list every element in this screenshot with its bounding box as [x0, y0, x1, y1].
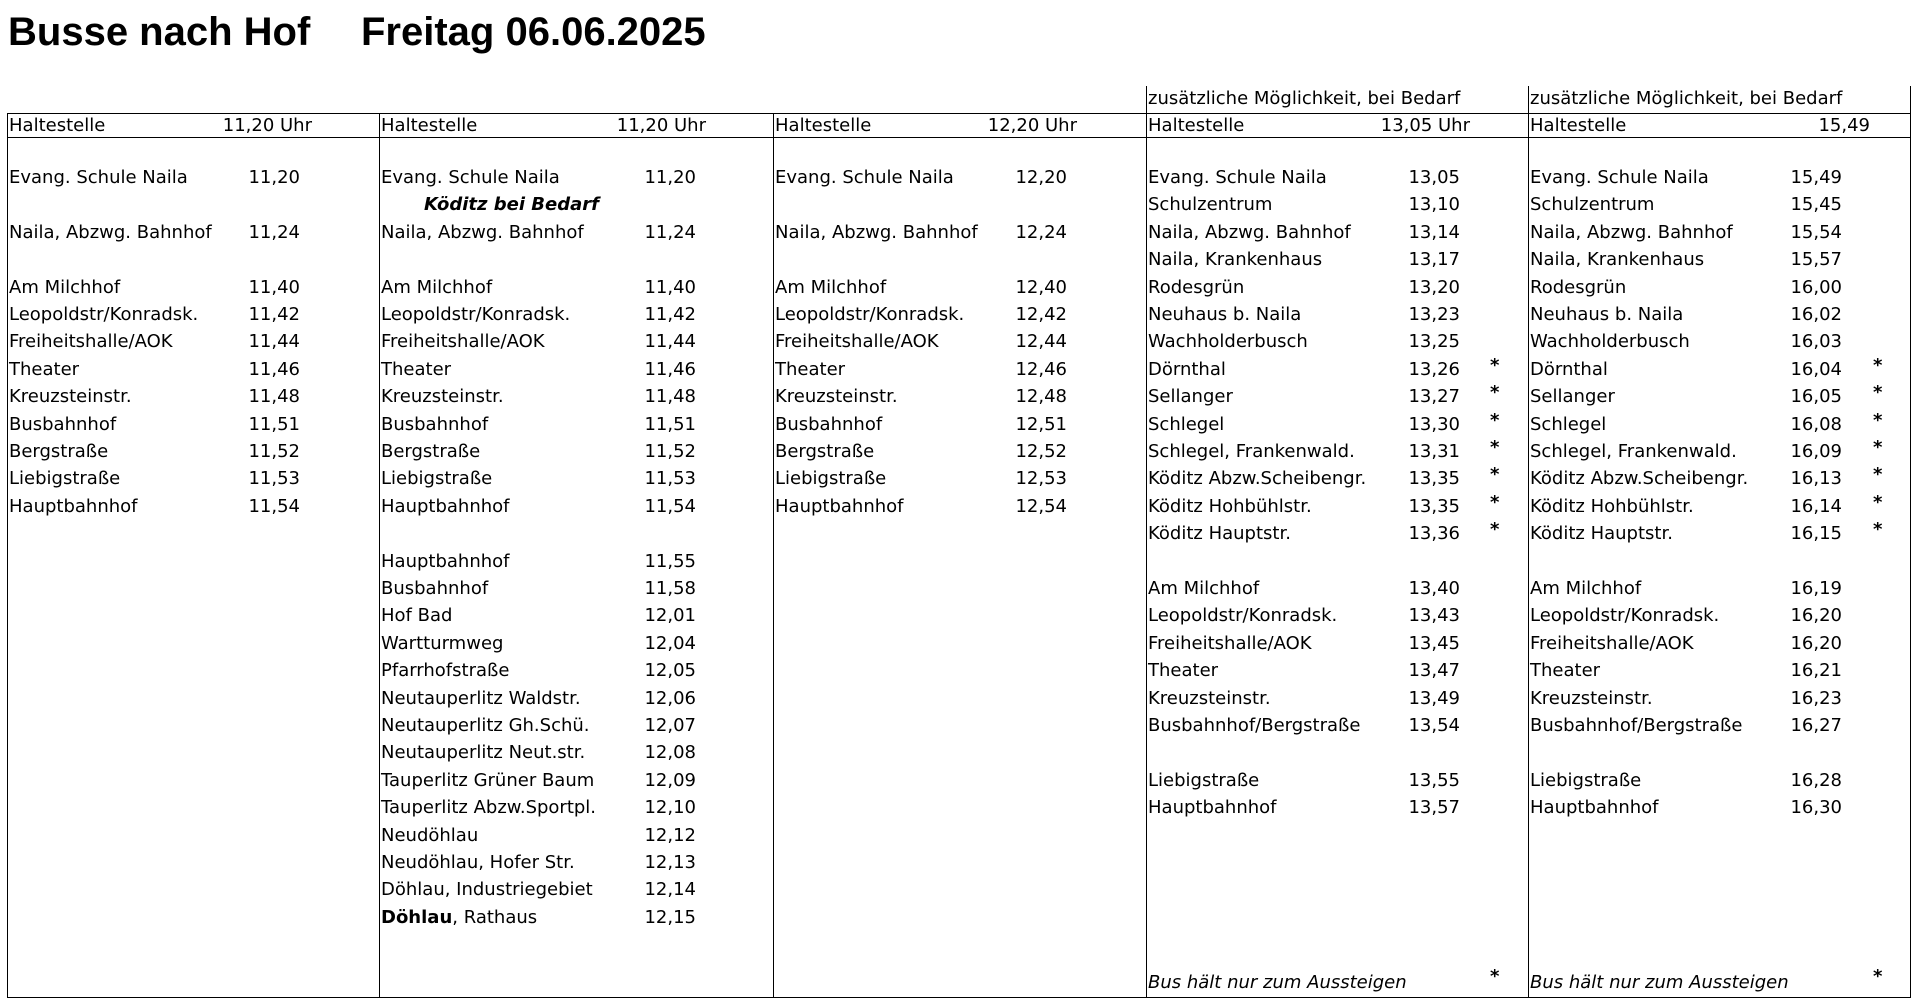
departure-time: 11,55	[644, 550, 696, 572]
departure-time: 13,05	[1408, 167, 1460, 188]
alight-only-marker: *	[1490, 437, 1500, 458]
alight-only-marker: *	[1490, 464, 1500, 486]
departure-time: 13,35	[1408, 495, 1460, 517]
departure-time: 16,04	[1790, 358, 1842, 380]
stop-name: Dörnthal	[1148, 358, 1226, 380]
departure-time: 13,20	[1408, 276, 1460, 298]
column-header-time: 12,20 Uhr	[987, 115, 1077, 136]
stop-name: Neutauperlitz Neut.str.	[381, 742, 586, 764]
stop-name: Evang. Schule Naila	[9, 167, 188, 188]
stop-name: Evang. Schule Naila	[775, 167, 954, 188]
stop-name: Theater	[1148, 660, 1219, 682]
stop-name: Neuhaus b. Naila	[1148, 304, 1302, 325]
column-divider	[1146, 86, 1147, 997]
departure-time: 13,10	[1408, 194, 1460, 216]
stop-name: Kreuzsteinstr.	[9, 386, 132, 408]
departure-time: 12,40	[1015, 276, 1067, 298]
departure-time: 11,48	[248, 386, 300, 408]
alight-only-marker: *	[1873, 519, 1883, 541]
stop-name: Rodesgrün	[1148, 276, 1245, 298]
footnote: Bus hält nur zum Aussteigen	[1148, 972, 1407, 993]
departure-time: 11,24	[248, 221, 300, 243]
stop-name: Tauperlitz Grüner Baum	[381, 769, 595, 791]
departure-time: 13,57	[1408, 797, 1460, 819]
stop-name: Hof Bad	[381, 605, 453, 627]
departure-time: 11,20	[644, 167, 696, 188]
stop-name: Liebigstraße	[381, 468, 493, 490]
stop-name: Freiheitshalle/AOK	[775, 331, 939, 353]
departure-time: 12,15	[644, 906, 696, 928]
departure-time: 12,14	[644, 879, 696, 901]
departure-time: 12,12	[644, 824, 696, 846]
column-header-label: Haltestelle	[1148, 115, 1245, 136]
stop-name: Liebigstraße	[9, 468, 121, 490]
stop-name: Busbahnhof	[9, 413, 117, 435]
stop-name-bold: Döhlau	[381, 906, 453, 928]
alight-only-marker: *	[1490, 409, 1500, 431]
stop-name: Freiheitshalle/AOK	[9, 331, 173, 353]
stop-name: Kreuzsteinstr.	[1530, 687, 1653, 709]
stop-name: Am Milchhof	[1530, 578, 1642, 599]
stop-name: Freiheitshalle/AOK	[1530, 632, 1694, 654]
page-date: Freitag 06.06.2025	[361, 10, 706, 54]
departure-time: 11,40	[644, 276, 696, 298]
stop-name: Busbahnhof/Bergstraße	[1148, 715, 1361, 736]
stop-name: Hauptbahnhof	[1148, 797, 1277, 819]
departure-time: 11,51	[644, 413, 696, 435]
stop-name: Hauptbahnhof	[775, 495, 904, 517]
departure-time: 13,47	[1408, 660, 1460, 682]
departure-time: 13,49	[1408, 687, 1460, 709]
departure-time: 11,52	[644, 441, 696, 462]
column-divider	[379, 113, 380, 997]
stop-name: Evang. Schule Naila	[381, 167, 560, 188]
alight-only-marker: *	[1873, 354, 1883, 376]
departure-time: 11,52	[248, 441, 300, 462]
row-divider	[7, 997, 1911, 998]
stop-name: Döhlau, Industriegebiet	[381, 879, 593, 901]
departure-time: 12,53	[1015, 468, 1067, 490]
column-header-label: Haltestelle	[381, 115, 478, 136]
departure-time: 16,00	[1790, 276, 1842, 298]
row-divider	[7, 113, 1911, 114]
departure-time: 11,42	[248, 304, 300, 325]
departure-time: 16,23	[1790, 687, 1842, 709]
column-header-time: 11,20 Uhr	[616, 115, 706, 136]
departure-time: 16,27	[1790, 715, 1842, 736]
stop-name: Kreuzsteinstr.	[775, 386, 898, 408]
departure-time: 11,44	[248, 331, 300, 353]
stop-name: Kreuzsteinstr.	[381, 386, 504, 408]
departure-time: 13,25	[1408, 331, 1460, 353]
stop-name: Schlegel	[1148, 413, 1225, 435]
departure-time: 16,02	[1790, 304, 1842, 325]
stop-name: Hauptbahnhof	[381, 495, 510, 517]
stop-name-rest: , Rathaus	[452, 906, 538, 928]
departure-time: 12,08	[644, 742, 696, 764]
stop-name: Theater	[1530, 660, 1601, 682]
stop-name: Busbahnhof	[381, 578, 489, 599]
stop-name: Schlegel	[1530, 413, 1607, 435]
departure-time: 12,06	[644, 687, 696, 709]
departure-time: 12,46	[1015, 358, 1067, 380]
alight-only-marker: *	[1490, 382, 1500, 404]
stop-name: Sellanger	[1148, 386, 1233, 408]
departure-time: 16,05	[1790, 386, 1842, 408]
stop-name: Dörnthal	[1530, 358, 1608, 380]
departure-time: 11,54	[644, 495, 696, 517]
departure-time: 16,14	[1790, 495, 1842, 517]
alight-only-marker: *	[1490, 519, 1500, 541]
stop-name: Leopoldstr/Konradsk.	[775, 304, 965, 325]
departure-time: 11,46	[248, 358, 300, 380]
column-header-time: 13,05 Uhr	[1380, 115, 1470, 136]
departure-time: 12,24	[1015, 221, 1067, 243]
stop-name: Schlegel, Frankenwald.	[1148, 441, 1355, 462]
departure-time: 12,48	[1015, 386, 1067, 408]
departure-time: 13,14	[1408, 221, 1460, 243]
departure-time: 11,51	[248, 413, 300, 435]
departure-time: 16,13	[1790, 468, 1842, 490]
stop-name: Am Milchhof	[9, 276, 121, 298]
departure-time: 16,15	[1790, 523, 1842, 545]
stop-name: Hauptbahnhof	[381, 550, 510, 572]
stop-name: Bergstraße	[381, 441, 481, 462]
alight-only-marker: *	[1873, 437, 1883, 458]
stop-name: Tauperlitz Abzw.Sportpl.	[381, 797, 597, 819]
departure-time: 11,40	[248, 276, 300, 298]
column-header-label: Haltestelle	[775, 115, 872, 136]
stop-name: Busbahnhof	[775, 413, 883, 435]
departure-time: 12,04	[644, 632, 696, 654]
departure-time: 13,27	[1408, 386, 1460, 408]
departure-time: 12,13	[644, 852, 696, 873]
footnote: Bus hält nur zum Aussteigen	[1530, 972, 1789, 993]
departure-time: 15,45	[1790, 194, 1842, 216]
departure-time: 12,42	[1015, 304, 1067, 325]
stop-name: Naila, Abzwg. Bahnhof	[1148, 221, 1351, 243]
alight-only-marker: *	[1873, 409, 1883, 431]
departure-time: 15,49	[1790, 167, 1842, 188]
stop-name: Freiheitshalle/AOK	[1148, 632, 1312, 654]
departure-time: 12,52	[1015, 441, 1067, 462]
stop-name: Bergstraße	[9, 441, 109, 462]
departure-time: 16,21	[1790, 660, 1842, 682]
stop-name: Schlegel, Frankenwald.	[1530, 441, 1737, 462]
stop-name: Theater	[381, 358, 452, 380]
stop-name: Neuhaus b. Naila	[1530, 304, 1684, 325]
departure-time: 11,53	[644, 468, 696, 490]
column-header-label: Haltestelle	[9, 115, 106, 136]
stop-name: Schulzentrum	[1148, 194, 1273, 216]
departure-time: 12,07	[644, 715, 696, 736]
stop-name: Busbahnhof/Bergstraße	[1530, 715, 1743, 736]
footnote-marker: *	[1490, 966, 1500, 987]
stop-name: Neutauperlitz Gh.Schü.	[381, 715, 590, 736]
alight-only-marker: *	[1873, 464, 1883, 486]
departure-time: 11,48	[644, 386, 696, 408]
column-note: zusätzliche Möglichkeit, bei Bedarf	[1530, 88, 1843, 109]
departure-time: 16,20	[1790, 605, 1842, 627]
stop-name: Naila, Krankenhaus	[1530, 249, 1705, 271]
departure-time: 13,31	[1408, 441, 1460, 462]
stop-name: Wartturmweg	[381, 632, 504, 654]
departure-time: 11,24	[644, 221, 696, 243]
stop-name: Naila, Abzwg. Bahnhof	[1530, 221, 1733, 243]
koeditz-note: Köditz bei Bedarf	[424, 194, 599, 216]
stop-name: Leopoldstr/Konradsk.	[1148, 605, 1338, 627]
stop-name: Köditz Abzw.Scheibengr.	[1530, 468, 1749, 490]
departure-time: 12,44	[1015, 331, 1067, 353]
departure-time: 11,44	[644, 331, 696, 353]
page-title: Busse nach Hof	[8, 10, 311, 54]
alight-only-marker: *	[1490, 354, 1500, 376]
alight-only-marker: *	[1873, 382, 1883, 404]
departure-time: 13,35	[1408, 468, 1460, 490]
departure-time: 16,20	[1790, 632, 1842, 654]
stop-name: Köditz Hauptstr.	[1530, 523, 1673, 545]
column-note: zusätzliche Möglichkeit, bei Bedarf	[1148, 88, 1461, 109]
departure-time: 12,01	[644, 605, 696, 627]
stop-name: Liebigstraße	[1148, 769, 1260, 791]
departure-time: 11,53	[248, 468, 300, 490]
stop-name: Neutauperlitz Waldstr.	[381, 687, 581, 709]
stop-name: Theater	[775, 358, 846, 380]
departure-time: 13,30	[1408, 413, 1460, 435]
alight-only-marker: *	[1490, 491, 1500, 513]
stop-name: Evang. Schule Naila	[1530, 167, 1709, 188]
stop-name: Schulzentrum	[1530, 194, 1655, 216]
departure-time: 11,58	[644, 578, 696, 599]
footnote-marker: *	[1873, 966, 1883, 987]
departure-time: 16,08	[1790, 413, 1842, 435]
column-divider	[773, 113, 774, 997]
departure-time: 11,46	[644, 358, 696, 380]
stop-name: Leopoldstr/Konradsk.	[1530, 605, 1720, 627]
departure-time: 13,23	[1408, 304, 1460, 325]
stop-name: Neudöhlau, Hofer Str.	[381, 852, 575, 873]
departure-time: 16,03	[1790, 331, 1842, 353]
departure-time: 11,54	[248, 495, 300, 517]
stop-name: Sellanger	[1530, 386, 1615, 408]
stop-name: Köditz Hohbühlstr.	[1148, 495, 1312, 517]
departure-time: 11,20	[248, 167, 300, 188]
departure-time: 16,09	[1790, 441, 1842, 462]
stop-name: Freiheitshalle/AOK	[381, 331, 545, 353]
departure-time: 13,40	[1408, 578, 1460, 599]
departure-time: 16,30	[1790, 797, 1842, 819]
departure-time: 16,19	[1790, 578, 1842, 599]
stop-name: Hauptbahnhof	[1530, 797, 1659, 819]
stop-name: Busbahnhof	[381, 413, 489, 435]
departure-time: 12,05	[644, 660, 696, 682]
departure-time: 13,43	[1408, 605, 1460, 627]
stop-name: Pfarrhofstraße	[381, 660, 510, 682]
column-divider	[1528, 86, 1529, 997]
column-divider	[7, 113, 8, 997]
stop-name: Wachholderbusch	[1148, 331, 1308, 353]
departure-time: 15,57	[1790, 249, 1842, 271]
stop-name: Liebigstraße	[775, 468, 887, 490]
stop-name: Neudöhlau	[381, 824, 479, 846]
stop-name: Köditz Hohbühlstr.	[1530, 495, 1694, 517]
stop-name: Naila, Abzwg. Bahnhof	[775, 221, 978, 243]
departure-time: 12,54	[1015, 495, 1067, 517]
stop-name: Köditz Abzw.Scheibengr.	[1148, 468, 1367, 490]
departure-time: 16,28	[1790, 769, 1842, 791]
stop-name: Rodesgrün	[1530, 276, 1627, 298]
stop-name: Am Milchhof	[381, 276, 493, 298]
departure-time: 12,20	[1015, 167, 1067, 188]
stop-name: Leopoldstr/Konradsk.	[9, 304, 199, 325]
departure-time: 12,09	[644, 769, 696, 791]
departure-time: 15,54	[1790, 221, 1842, 243]
departure-time: 12,10	[644, 797, 696, 819]
column-header-time: 11,20 Uhr	[222, 115, 312, 136]
stop-name	[381, 907, 537, 928]
stop-name: Leopoldstr/Konradsk.	[381, 304, 571, 325]
stop-name: Naila, Abzwg. Bahnhof	[9, 221, 212, 243]
stop-name: Am Milchhof	[775, 276, 887, 298]
departure-time: 13,55	[1408, 769, 1460, 791]
departure-time: 13,26	[1408, 358, 1460, 380]
stop-name: Kreuzsteinstr.	[1148, 687, 1271, 709]
stop-name: Theater	[9, 358, 80, 380]
departure-time: 13,54	[1408, 715, 1460, 736]
stop-name: Köditz Hauptstr.	[1148, 523, 1291, 545]
stop-name: Hauptbahnhof	[9, 495, 138, 517]
stop-name: Bergstraße	[775, 441, 875, 462]
stop-name: Naila, Abzwg. Bahnhof	[381, 221, 584, 243]
departure-time: 13,45	[1408, 632, 1460, 654]
stop-name: Evang. Schule Naila	[1148, 167, 1327, 188]
column-header-time: 15,49	[1818, 115, 1870, 136]
stop-name: Am Milchhof	[1148, 578, 1260, 599]
departure-time: 13,17	[1408, 249, 1460, 271]
stop-name: Naila, Krankenhaus	[1148, 249, 1323, 271]
stop-name: Liebigstraße	[1530, 769, 1642, 791]
alight-only-marker: *	[1873, 491, 1883, 513]
column-header-label: Haltestelle	[1530, 115, 1627, 136]
departure-time: 12,51	[1015, 413, 1067, 435]
departure-time: 13,36	[1408, 523, 1460, 545]
row-divider	[7, 137, 1911, 138]
stop-name: Wachholderbusch	[1530, 331, 1690, 353]
departure-time: 11,42	[644, 304, 696, 325]
